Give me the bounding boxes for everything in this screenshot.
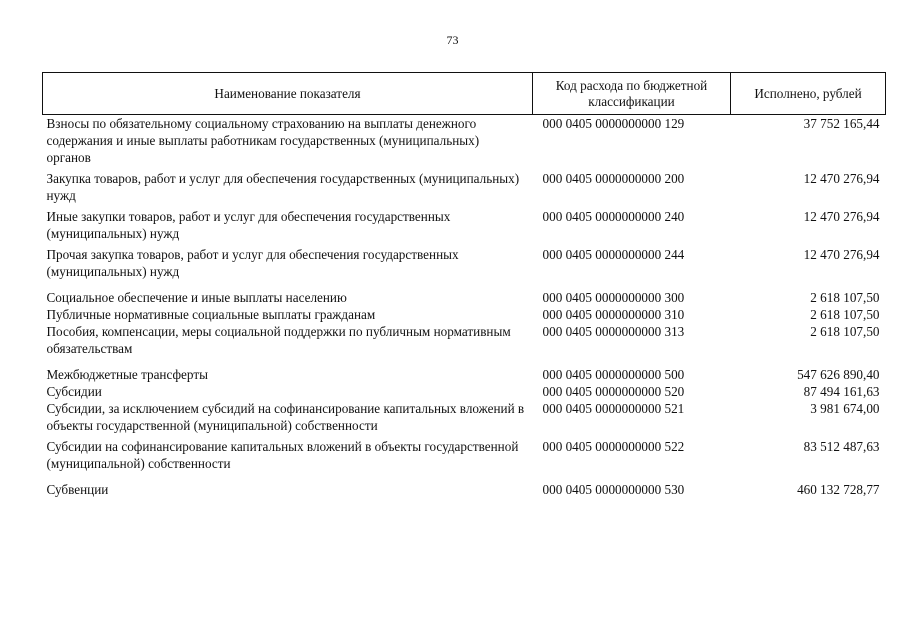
row-name: Субсидии на софинансирование капитальных вложений в объекты государственной (муниципальной) собственности <box>46 439 519 471</box>
row-code: 000 0405 0000000000 310 <box>542 307 685 322</box>
row-amount: 547 626 890,40 <box>797 367 880 382</box>
table-row <box>43 242 886 280</box>
row-name: Публичные нормативные социальные выплаты гражданам <box>46 307 376 322</box>
table-row <box>43 323 886 357</box>
row-name: Межбюджетные трансферты <box>46 367 208 382</box>
row-amount: 460 132 728,77 <box>797 482 880 497</box>
row-code: 000 0405 0000000000 500 <box>542 367 685 382</box>
row-name: Социальное обеспечение и иные выплаты населению <box>46 290 347 305</box>
table-row <box>43 280 886 306</box>
table-header <box>43 73 886 115</box>
table-row <box>43 357 886 383</box>
row-code: 000 0405 0000000000 200 <box>542 171 685 186</box>
row-amount: 83 512 487,63 <box>803 439 880 454</box>
row-name: Иные закупки товаров, работ и услуг для обеспечения государственных (муниципальных) нужд <box>46 209 451 241</box>
row-name: Закупка товаров, работ и услуг для обеспечения государственных (муниципальных) нужд <box>46 171 520 203</box>
expenditure-table <box>42 72 886 498</box>
row-code: 000 0405 0000000000 240 <box>542 209 685 224</box>
header-amount: Исполнено, рублей <box>731 73 886 115</box>
row-amount: 12 470 276,94 <box>803 171 880 186</box>
row-amount: 37 752 165,44 <box>803 116 880 131</box>
row-name: Пособия, компенсации, меры социальной поддержки по публичным нормативным обязательствам <box>46 324 511 356</box>
table-row <box>43 434 886 472</box>
row-amount: 2 618 107,50 <box>810 307 880 322</box>
row-code: 000 0405 0000000000 530 <box>542 482 685 497</box>
table-row <box>43 383 886 400</box>
row-name: Субсидии <box>46 384 102 399</box>
row-code: 000 0405 0000000000 244 <box>542 247 685 262</box>
table-row <box>43 472 886 498</box>
row-code: 000 0405 0000000000 521 <box>542 401 685 416</box>
header-row <box>43 73 886 115</box>
expenditure-table-container <box>42 72 885 498</box>
row-name: Взносы по обязательному социальному страхованию на выплаты денежного содержания и иные выплаты работникам государственных (муниципальных) органов <box>46 116 480 165</box>
row-name: Прочая закупка товаров, работ и услуг для обеспечения государственных (муниципальных) нужд <box>46 247 459 279</box>
row-amount: 3 981 674,00 <box>810 401 880 416</box>
header-code: Код расхода по бюджетной классификации <box>533 73 731 115</box>
table-row <box>43 306 886 323</box>
row-amount: 12 470 276,94 <box>803 247 880 262</box>
row-amount: 12 470 276,94 <box>803 209 880 224</box>
table-row <box>43 400 886 434</box>
table-row <box>43 204 886 242</box>
row-name: Субвенции <box>46 482 109 497</box>
row-code: 000 0405 0000000000 520 <box>542 384 685 399</box>
row-amount: 2 618 107,50 <box>810 290 880 305</box>
row-code: 000 0405 0000000000 300 <box>542 290 685 305</box>
table-body <box>43 115 886 499</box>
row-name: Субсидии, за исключением субсидий на софинансирование капитальных вложений в объекты государственной (муниципальной) собственности <box>46 401 525 433</box>
row-code: 000 0405 0000000000 522 <box>542 439 685 454</box>
row-code: 000 0405 0000000000 313 <box>542 324 685 339</box>
header-name: Наименование показателя <box>43 73 533 115</box>
table-row <box>43 115 886 167</box>
row-amount: 2 618 107,50 <box>810 324 880 339</box>
table-row <box>43 166 886 204</box>
row-code: 000 0405 0000000000 129 <box>542 116 685 131</box>
page-number: 73 <box>446 33 459 47</box>
row-amount: 87 494 161,63 <box>803 384 880 399</box>
